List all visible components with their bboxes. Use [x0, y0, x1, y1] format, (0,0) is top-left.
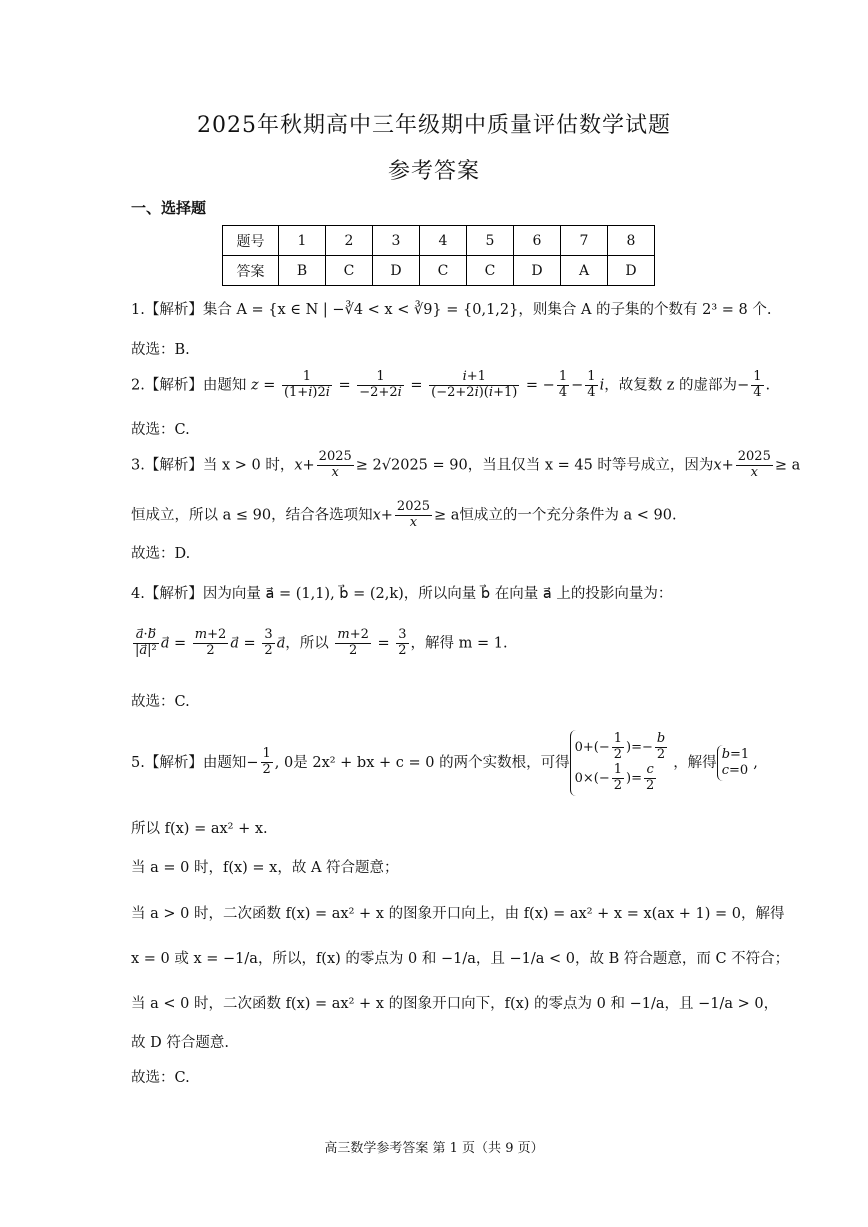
table-cell: 答案 — [223, 256, 279, 286]
q2-solution: 2.【解析】由题知 z = $\frac{1}{(1+i)2i}$ = $\frac{1}{-2+2i}$ = $\frac{i+1}{(-2+2i)(i+1)}$ = − $\frac{1}{4}$ − $\frac{1}{4}$ i，故复数 z 的虚部为− $\frac{1}{4}$ . — [131, 369, 771, 400]
table-cell: C — [326, 256, 373, 286]
table-cell: 4 — [420, 226, 467, 256]
table-cell: A — [561, 256, 608, 286]
page-footer: 高三数学参考答案 第 1 页（共 9 页） — [324, 1141, 544, 1156]
q5-mid: 是 2x² + bx + c = 0 的两个实数根，可得 — [293, 754, 570, 771]
table-cell: 2 — [326, 226, 373, 256]
q3-lead: 3.【解析】当 x > 0 时， — [131, 457, 295, 474]
equation-system: 0+(− $\frac{1}{2}$ )=− $\frac{b}{2}$ 0×(− $\frac{1}{2}$ )= $\frac{c}{2}$ — [570, 730, 674, 796]
q2-lead: 2.【解析】由题知 — [131, 377, 247, 394]
q5-line4: 当 a > 0 时，二次函数 f(x) = ax² + x 的图象开口向上，由 f(x) = ax² + x = x(ax + 1) = 0，解得 — [131, 906, 785, 922]
q1-choice: 故选：B. — [131, 342, 190, 358]
table-cell: C — [467, 256, 514, 286]
q3-choice: 故选：D. — [131, 546, 191, 562]
page-subtitle: 参考答案 — [387, 159, 480, 184]
q1-solution: 1.【解析】集合 A = {x ∈ N | −∛4 < x < ∛9} = {0,1,2}，则集合 A 的子集的个数有 2³ = 8 个. — [131, 302, 772, 318]
q5-line7: 故 D 符合题意. — [131, 1035, 229, 1051]
table-cell: 5 — [467, 226, 514, 256]
q4-solution-line2: $\frac{a⃗\cdot b}{\text{|a⃗|²}}$ a⃗ = $\frac{m+2}{2}$ a⃗ = $\frac{3}{2}$ a⃗，所以 $\frac{m+2}{2}$ = $\frac{3}{2}$ ，解得 m = 1. — [135, 627, 508, 658]
q5-line2: 所以 f(x) = ax² + x. — [131, 821, 268, 837]
q2-choice: 故选：C. — [131, 422, 190, 438]
q5-solution: 5.【解析】由题知− $\frac{1}{2}$ , 0是 2x² + bx + c = 0 的两个实数根，可得 0+(− $\frac{1}{2}$ )=− $\frac{b}{2}$ 0×(− $\frac{1}{2}$ )= $\frac{c}{2}$ ，解得 b=1 c=0 , — [131, 730, 758, 796]
q5-lead: 5.【解析】由题知 — [131, 754, 247, 771]
q5-line5: x = 0 或 x = −1/a，所以，f(x) 的零点为 0 和 −1/a，且 −1/a < 0，故 B 符合题意，而 C 不符合； — [131, 951, 790, 967]
table-cell: 7 — [561, 226, 608, 256]
q5-line3: 当 a = 0 时，f(x) = x，故 A 符合题意； — [131, 860, 399, 876]
q4-solution: 4.【解析】因为向量 a⃗ = (1,1), b⃗ = (2,k)，所以向量 b⃗ 在向量 a⃗ 上的投影向量为： — [131, 586, 673, 602]
q5-choice: 故选：C. — [131, 1070, 190, 1086]
q3-tail: ≥ a — [774, 457, 801, 474]
solution-system: b=1 c=0 — [717, 745, 754, 782]
answer-table — [222, 225, 655, 286]
table-row — [223, 256, 655, 286]
section-heading: 一、选择题 — [131, 199, 207, 217]
q3-solution: 3.【解析】当 x > 0 时，x+ $\frac{2025}{x}$ ≥ 2√2025 = 90，当且仅当 x = 45 时等号成立，因为x+ $\frac{2025}{x}$ ≥ a — [131, 449, 801, 480]
page-title: 2025年秋期高中三年级期中质量评估数学试题 — [197, 113, 671, 138]
q5-solve: ，解得 — [673, 754, 717, 771]
table-cell: 8 — [608, 226, 655, 256]
table-cell: D — [373, 256, 420, 286]
q3-solution-line2: 恒成立，所以 a ≤ 90，结合各选项知x+ $\frac{2025}{x}$ ≥ a恒成立的一个充分条件为 a < 90. — [131, 499, 677, 530]
table-cell: B — [279, 256, 326, 286]
table-cell: C — [420, 256, 467, 286]
table-cell: D — [608, 256, 655, 286]
q2-tail: ，故复数 z 的虚部为 — [604, 377, 738, 394]
table-cell: 题号 — [223, 226, 279, 256]
q4-choice: 故选：C. — [131, 694, 190, 710]
q3-line2b: ≥ a恒成立的一个充分条件为 a < 90. — [434, 507, 677, 524]
q3-line2a: 恒成立，所以 a ≤ 90，结合各选项知 — [131, 507, 373, 524]
table-cell: 6 — [514, 226, 561, 256]
table-cell: 3 — [373, 226, 420, 256]
table-cell: D — [514, 256, 561, 286]
table-row — [223, 226, 655, 256]
q4-line2-tail: ，解得 m = 1. — [410, 635, 508, 652]
q3-mid: ≥ 2√2025 = 90，当且仅当 x = 45 时等号成立，因为 — [355, 457, 714, 474]
q5-line6: 当 a < 0 时，二次函数 f(x) = ax² + x 的图象开口向下，f(x) 的零点为 0 和 −1/a，且 −1/a > 0， — [131, 996, 779, 1012]
table-cell: 1 — [279, 226, 326, 256]
